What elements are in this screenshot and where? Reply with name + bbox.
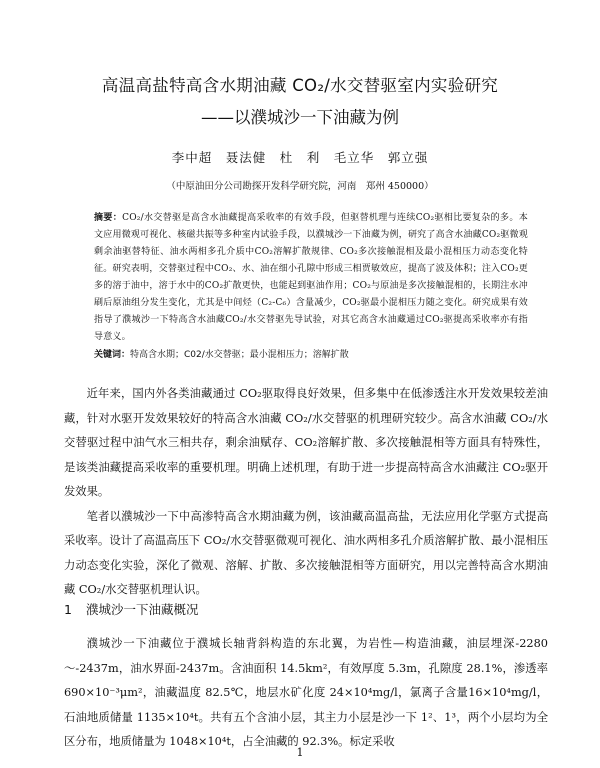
keywords-text: 特高含水期；C02/水交替驱；最小混相压力；溶解扩散 [130, 350, 349, 360]
section-body [64, 632, 548, 755]
affiliation: （中原油田分公司勘探开发科学研究院，河南 郑州 450000） [166, 181, 434, 192]
section-heading [64, 600, 548, 618]
abstract-text: CO₂/水交替驱是高含水油藏提高采收率的有效手段，但驱替机理与连续CO₂驱相比要复杂的多。本文应用微观可视化、核磁共振等多种室内试验手段，以濮城沙一下油藏为例，研究了高含水油藏CO₂驱微观剩余油驱替特征、油水两相多孔介质中CO₂溶解扩散规律、CO₂多次接触混相及最小混相压力动态变化特征。研究表明，交替驱过程中CO₂、水、油在细小孔隙中形成三相贾敏效应，提高了波及体积；注入CO₂更多的溶于油中，溶于水中的CO₂扩散更快，也能起到驱油作用；CO₂与原油是多次接触混相的，长期注水冲刷后原油组分发生变化，尤其是中间烃（C₂-C₆）含量减少，CO₂驱最小混相压力随之变化。研究成果有效指导了濮城沙一下特高含水油藏CO₂/水交替驱先导试验，对其它高含水油藏通过CO₂驱提高采收率亦有指导意义。 [94, 213, 528, 342]
section-number: 1 [64, 602, 72, 617]
keywords [94, 347, 528, 360]
page-number: 1 [296, 746, 304, 759]
introduction [64, 382, 548, 603]
section-paragraph: 濮城沙一下油藏位于濮城长轴背斜构造的东北翼，为岩性—构造油藏，油层埋深-2280～-2437m，油水界面-2437m。含油面积 14.5km²，有效厚度 5.3m，孔隙度 28.1%，渗透率 690×10⁻³μm²，油藏温度 82.5℃，地层水矿化度 24×10⁴mg/l，氯离子含量16×10⁴mg/l，石油地质储量 1135×10⁴t。共有五个含油小层，其主力小层是沙一下 1²、1³，两个小层均为全区分布，地质储量为 1048×10⁴t，占全油藏的 92.3%。标定采收 [64, 637, 548, 748]
abstract-label: 摘要： [94, 213, 123, 223]
section-title: 濮城沙一下油藏概况 [85, 602, 199, 617]
intro-paragraph: 近年来，国内外各类油藏通过 CO₂驱取得良好效果，但多集中在低渗透注水开发效果较差油藏，针对水驱开发效果较好的特高含水油藏 CO₂/水交替驱的机理研究较少。高含水油藏 CO₂/水交替驱过程中油气水三相共存，剩余油赋存、CO₂溶解扩散、多次接触混相等方面具有特殊性，是该类油藏提高采收率的重要机理。明确上述机理，有助于进一步提高特高含水油藏注 CO₂驱开发效果。 [64, 387, 548, 498]
paper-title: 高温高盐特高含水期油藏 CO₂/水交替驱室内实验研究 [101, 76, 499, 95]
paper-subtitle: ——以濮城沙一下油藏为例 [201, 108, 399, 127]
keywords-label: 关键词： [94, 350, 131, 360]
author-list: 李中超 聂法健 杜 利 毛立华 郭立强 [171, 150, 429, 165]
abstract [94, 210, 528, 346]
intro-paragraph: 笔者以濮城沙一下中高渗特高含水期油藏为例，该油藏高温高盐，无法应用化学驱方式提高采收率。设计了高温高压下 CO₂/水交替驱微观可视化、油水两相多孔介质溶解扩散、最小混相压力动态变化实验，深化了微观、溶解、扩散、多次接触混相等方面研究，用以完善特高含水期油藏 CO₂/水交替驱机理认识。 [64, 509, 548, 596]
